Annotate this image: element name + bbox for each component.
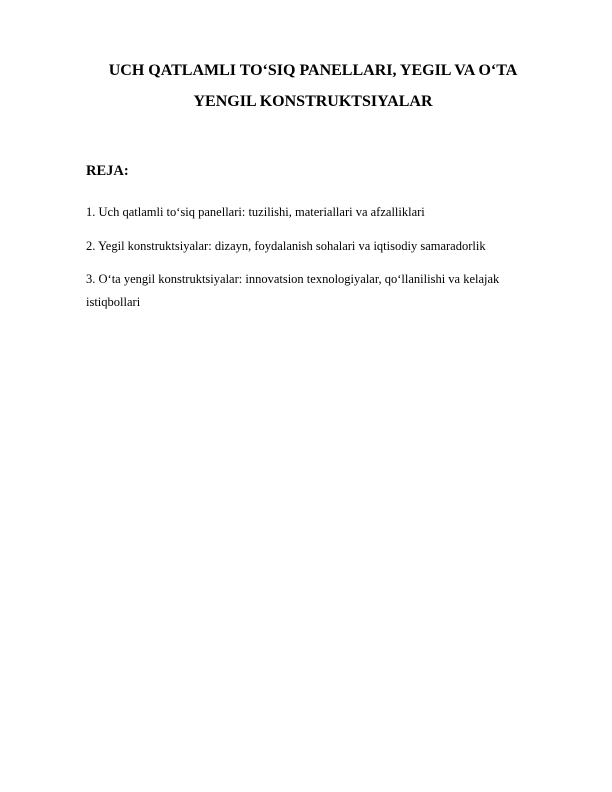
plan-item-1: 1. Uch qatlamli to‘siq panellari: tuzilishi, materiallari va afzalliklari [86, 205, 425, 219]
plan-item-3: 3. O‘ta yengil konstruktsiyalar: innovatsion texnologiyalar, qo‘llanilishi va kelajak [86, 272, 500, 286]
document-title-line-2: YENGIL KONSTRUKTSIYALAR [193, 93, 433, 110]
document-title-line-1: UCH QATLAMLI TO‘SIQ PANELLARI, YEGIL VA O‘TA [108, 62, 518, 79]
plan-heading: REJA: [86, 163, 129, 179]
plan-item-3-continuation: istiqbollari [86, 295, 141, 309]
plan-item-2: 2. Yegil konstruktsiyalar: dizayn, foydalanish sohalari va iqtisodiy samaradorlik [86, 239, 486, 253]
